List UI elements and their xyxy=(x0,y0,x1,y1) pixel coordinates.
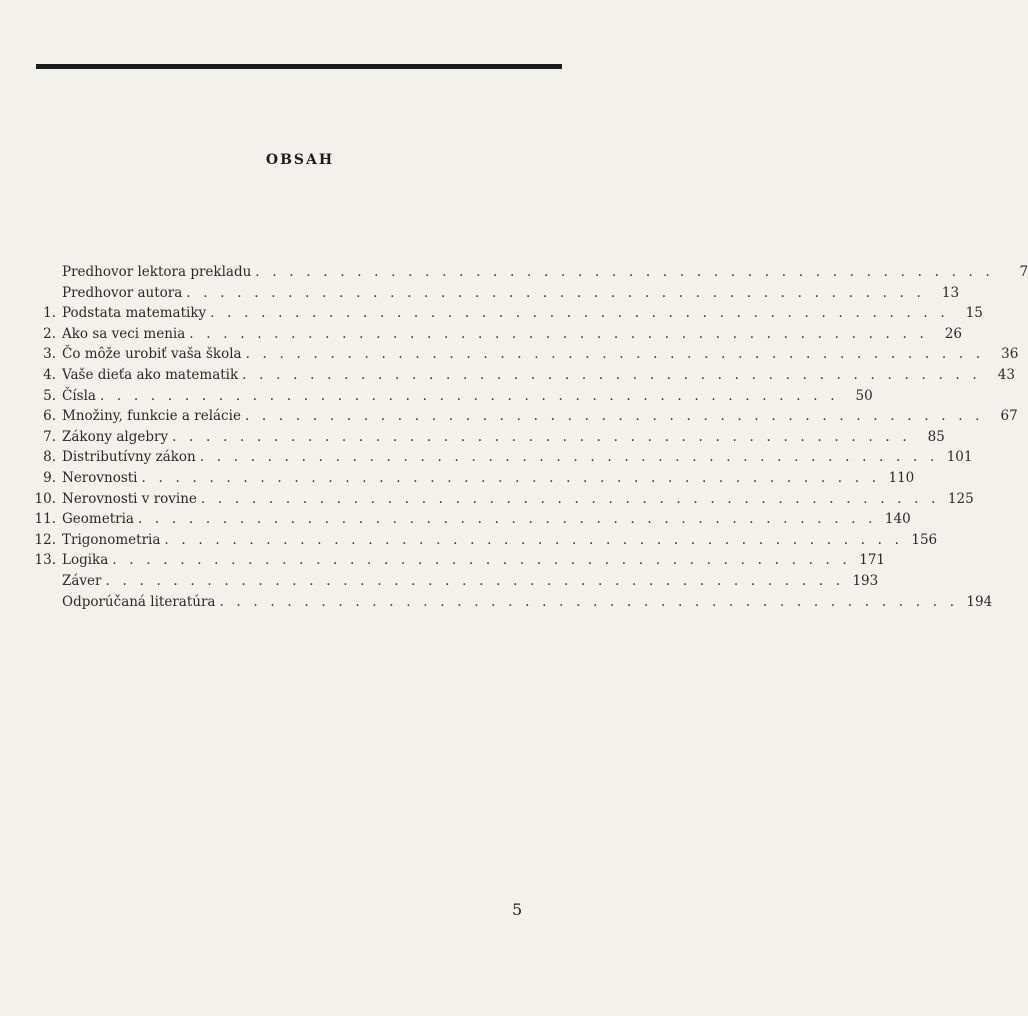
toc-entry-title: Ako sa veci menia xyxy=(62,325,186,342)
toc-entry xyxy=(0,530,938,550)
dot-leader: . . . . . . . . . . . . . . . . . . . . . . . . . . . . . . . . . . . . . . . . . . . . xyxy=(255,264,995,280)
toc-entry-page: 156 xyxy=(911,531,938,548)
dot-leader: . . . . . . . . . . . . . . . . . . . . . . . . . . . . . . . . . . . . . . . . . . . . xyxy=(186,284,926,301)
toc-entry xyxy=(0,592,993,612)
toc-entry-page: 43 xyxy=(997,367,1015,383)
page-number: 5 xyxy=(512,900,523,919)
toc-entry-line xyxy=(62,447,973,467)
toc-entry-title: Čísla xyxy=(62,387,96,404)
toc-entry-line xyxy=(62,427,945,447)
toc-entry-title: Zákony algebry xyxy=(62,428,169,445)
toc-entry xyxy=(0,489,974,509)
toc-entry-line xyxy=(62,324,963,344)
dot-leader: . . . . . . . . . . . . . . . . . . . . . . . . . . . . . . . . . . . . . . . . . . . . xyxy=(112,552,852,569)
dot-leader: . . . . . . . . . . . . . . . . . . . . . . . . . . . . . . . . . . . . . . . . . . . . xyxy=(137,511,877,528)
toc-entry xyxy=(0,509,911,529)
toc-entry-number: 1. xyxy=(43,305,56,322)
toc-entry-line xyxy=(62,509,911,529)
toc-entry xyxy=(0,303,983,323)
toc-entry-number: 2. xyxy=(43,325,56,342)
toc-entry xyxy=(0,324,963,344)
toc-entry-number: 8. xyxy=(43,449,56,466)
dot-leader: . . . . . . . . . . . . . . . . . . . . . . . . . . . . . . . . . . . . . . . . . . . . xyxy=(200,490,940,507)
toc-entry-line xyxy=(62,365,1015,385)
toc-entry xyxy=(0,283,960,303)
toc-entry-number: 11. xyxy=(34,511,56,528)
dot-leader: . . . . . . . . . . . . . . . . . . . . . . . . . . . . . . . . . . . . . . . . . . . . xyxy=(244,408,984,425)
dot-leader: . . . . . . . . . . . . . . . . . . . . . . . . . . . . . . . . . . . . . . . . . . . . xyxy=(210,305,949,322)
toc-entry-number: 13. xyxy=(34,552,56,569)
toc-entry-number: 9. xyxy=(43,470,56,486)
toc-entry-page: 125 xyxy=(947,490,974,507)
dot-leader: . . . . . . . . . . . . . . . . . . . . . . . . . . . . . . . . . . . . . . . . . . . . xyxy=(219,593,959,610)
toc-entry-line xyxy=(62,592,993,612)
dot-leader: . . . . . . . . . . . . . . . . . . . . . . . . . . . . . . . . . . . . . . . . . . . . xyxy=(189,325,929,342)
toc-entry-title: Odporúčaná literatúra xyxy=(62,593,216,610)
toc-entry-line xyxy=(62,283,960,303)
toc-entry-line xyxy=(62,406,1018,426)
toc-entry-number: 5. xyxy=(43,387,56,404)
toc-entry-line xyxy=(62,468,915,488)
toc-entry xyxy=(0,262,1028,282)
dot-leader: . . . . . . . . . . . . . . . . . . . . . . . . . . . . . . . . . . . . . . . . . . . . xyxy=(105,573,845,589)
toc-entry-title: Geometria xyxy=(62,511,134,528)
dot-leader: . . . . . . . . . . . . . . . . . . . . . . . . . . . . . . . . . . . . . . . . . . . . xyxy=(141,470,881,486)
toc-entry-line xyxy=(62,550,886,570)
toc-entry-page: 26 xyxy=(944,325,963,342)
toc-entry-page: 85 xyxy=(927,428,945,445)
toc-entry-title: Podstata matematiky xyxy=(62,305,207,322)
toc-entry-title: Predhovor autora xyxy=(62,284,183,301)
top-rule xyxy=(36,64,562,69)
toc-entry-page: 36 xyxy=(1001,346,1019,363)
toc-entry-number: 3. xyxy=(43,346,56,363)
toc-entry-number: 12. xyxy=(34,531,56,548)
toc-entry-number: 6. xyxy=(43,408,56,425)
toc-entry-page: 67 xyxy=(1000,408,1018,425)
dot-leader: . . . . . . . . . . . . . . . . . . . . . . . . . . . . . . . . . . . . . . . . . . . . xyxy=(172,428,911,445)
toc-entry-title: Čo môže urobiť vaša škola xyxy=(62,346,242,363)
toc-entry xyxy=(0,571,879,591)
toc-entry-line xyxy=(62,262,1028,282)
toc-entry-title: Predhovor lektora prekladu xyxy=(62,264,252,280)
toc-entry-page: 13 xyxy=(941,284,960,301)
toc-entry-page: 7 xyxy=(1019,264,1028,280)
toc-entry-title: Záver xyxy=(62,573,102,589)
toc-entry-title: Nerovnosti v rovine xyxy=(62,490,197,507)
page-title: OBSAH xyxy=(265,152,335,168)
toc-entry xyxy=(0,386,873,406)
dot-leader: . . . . . . . . . . . . . . . . . . . . . . . . . . . . . . . . . . . . . . . . . . . . xyxy=(99,387,839,404)
dot-leader: . . . . . . . . . . . . . . . . . . . . . . . . . . . . . . . . . . . . . . . . . . . . xyxy=(245,346,985,363)
toc-entry xyxy=(0,406,1018,426)
toc-entry-title: Logika xyxy=(62,552,109,569)
toc-entry-page: 193 xyxy=(852,573,879,589)
toc-entry-title: Distributívny zákon xyxy=(62,449,196,466)
toc-entry xyxy=(0,447,973,467)
toc-entry-page: 15 xyxy=(965,305,983,322)
toc-entry-page: 101 xyxy=(946,449,973,466)
toc-entry-line xyxy=(62,571,879,591)
toc-entry-line xyxy=(62,530,938,550)
toc-entry xyxy=(0,427,945,447)
toc-entry-page: 171 xyxy=(859,552,886,569)
dot-leader: . . . . . . . . . . . . . . . . . . . . . . . . . . . . . . . . . . . . . . . . . . . . xyxy=(164,531,904,548)
toc-entry-number: 4. xyxy=(43,367,56,383)
dot-leader: . . . . . . . . . . . . . . . . . . . . . . . . . . . . . . . . . . . . . . . . . . . . xyxy=(199,449,939,466)
toc-entry-line xyxy=(62,303,983,323)
toc-entry-title: Nerovnosti xyxy=(62,470,138,486)
toc-entry xyxy=(0,365,1015,385)
toc-entry-number: 7. xyxy=(43,428,56,445)
toc-entry xyxy=(0,550,886,570)
toc-entry-title: Vaše dieťa ako matematik xyxy=(62,367,239,383)
toc-entry-title: Trigonometria xyxy=(62,531,161,548)
toc-entry-line xyxy=(62,386,873,406)
toc-entry-page: 140 xyxy=(884,511,911,528)
toc-entry-page: 50 xyxy=(855,387,873,404)
toc-entry xyxy=(0,468,915,488)
toc-entry-page: 194 xyxy=(966,593,993,610)
dot-leader: . . . . . . . . . . . . . . . . . . . . . . . . . . . . . . . . . . . . . . . . . . . . xyxy=(242,367,981,383)
toc-entry xyxy=(0,344,1019,364)
toc-entry-line xyxy=(62,344,1019,364)
toc-entry-number: 10. xyxy=(34,490,56,507)
toc-entry-title: Množiny, funkcie a relácie xyxy=(62,408,241,425)
toc-entry-line xyxy=(62,489,974,509)
toc-entry-page: 110 xyxy=(888,470,915,486)
